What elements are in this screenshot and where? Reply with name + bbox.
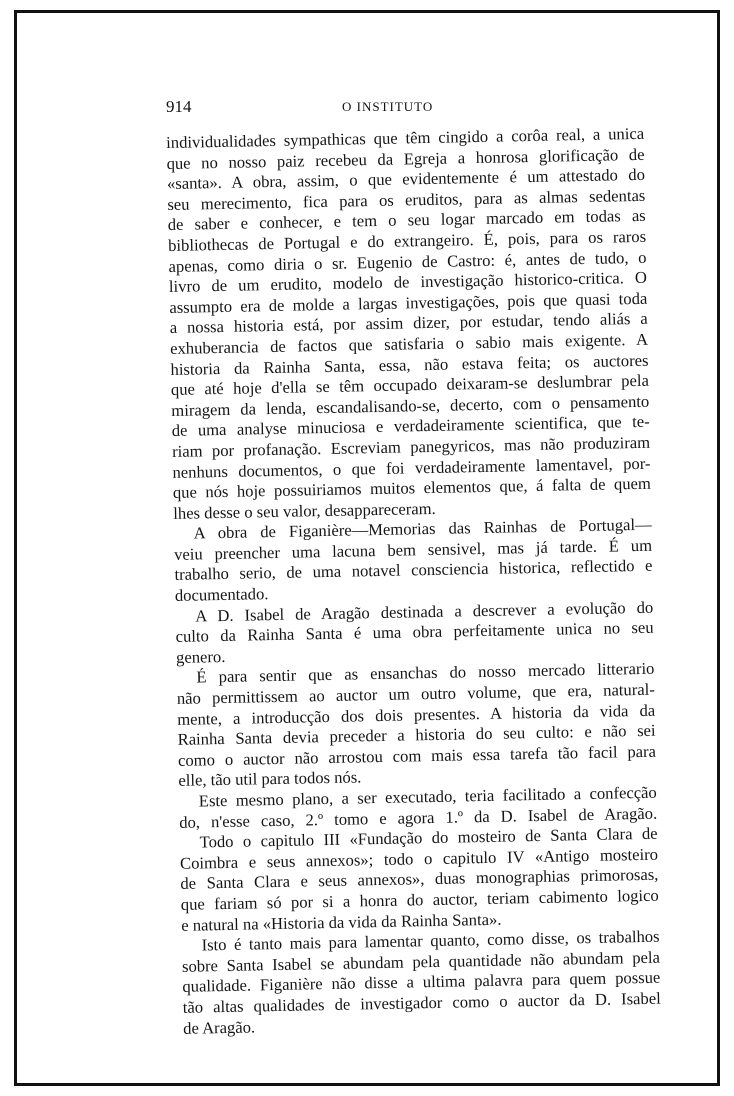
text-line: que fariam só por si a honra do auctor, teriam cabimento logico (180, 885, 659, 914)
text-line: sobre Santa Isabel se abundam pela quantidade não abundam pela (181, 947, 661, 976)
text-line: elle, tão util para todos nós. (178, 767, 362, 791)
text-line: documentado. (174, 584, 269, 605)
text-line: de saber e conhecer, e tem o seu logar marcado em todas as (167, 206, 646, 235)
text-line: que até hoje d'ella se têm occupado deixaram-se deslumbrar pela (170, 370, 650, 400)
text-line: Isto é tanto mais para lamentar quanto, como disse, os trabalhos (201, 926, 660, 955)
text-line: qualidade. Figanière não disse a ultima palavra para quem possue (182, 968, 661, 997)
text-line: «santa». A obra, assim, o que evidentemente é um attestado do (166, 165, 646, 194)
text-line: não permittissem ao auctor um outro volume, que era, natural- (176, 679, 655, 708)
text-line: A D. Isabel de Aragão destinada a descrever a evolução do (195, 597, 654, 626)
text-line: livro de um erudito, modelo de investigação historico-critica. O (168, 267, 648, 297)
text-line: miragem da lenda, escandalisando-se, decerto, com o pensamento (171, 391, 650, 420)
text-line: trabalho serio, de uma notavel consciencia historica, reflectido e (174, 556, 653, 585)
text-line: É para sentir que as ensanchas do nosso mercado litterario (196, 659, 655, 687)
text-line: culto da Rainha Santa é uma obra perfeitamente unica no seu (175, 617, 654, 647)
text-line: apenas, como diria o sr. Eugenio de Castro: é, antes de tudo, o (168, 247, 647, 276)
page-number: 914 (166, 97, 192, 116)
text-line: que no nosso paiz recebeu da Egreja a honrosa glorificação de (166, 144, 645, 173)
text-line: assumpto era de molde a largas investigações, pois que quasi toda (169, 288, 648, 317)
text-line: genero. (175, 646, 226, 667)
text-line: de Santa Clara e seus annexos», duas monographias primorosas, (180, 865, 659, 894)
text-line: seu merecimento, fica para os eruditos, para as almas sedentas (167, 185, 646, 214)
text-line: individualidades sympathicas que têm cingido a corôa real, a unica (166, 123, 645, 152)
text-line: bibliothecas de Portugal e do extrangeiro. É, pois, para os raros (167, 226, 647, 255)
text-line: do, n'esse caso, 2.º tomo e agora 1.º da D. Isabel de Aragão. (179, 803, 658, 832)
text-line: veiu preencher uma lacuna bem sensivel, mas já tarde. É um (173, 535, 653, 564)
text-line: Rainha Santa devia preceder a historia do seu culto: e não sei (177, 720, 656, 750)
text-line: riam por profanação. Escreviam panegyricos, mas não produziram (171, 432, 651, 461)
text-line: historia da Rainha Santa, essa, não estava feita; os auctores (170, 350, 649, 379)
text-line: nenhuns documentos, o que foi verdadeiramente lamentavel, por- (172, 453, 651, 482)
text-line: lhes desse o seu valor, desappareceram. (173, 498, 436, 523)
text-line: de Aragão. (182, 1016, 256, 1038)
text-line: como o auctor não arrostou com mais essa tarefa tão facil para (177, 741, 657, 770)
body-text (166, 124, 661, 1039)
text-line: exhuberancia de factos que satisfaria o sabio mais exigente. A (169, 329, 649, 358)
page-header (166, 97, 646, 121)
text-line: Todo o capitulo III «Fundação do mosteiro de Santa Clara de (199, 823, 658, 852)
text-line: tão altas qualidades de investigador como o auctor da D. Isabel (182, 988, 661, 1017)
text-line: de uma analyse minuciosa e verdadeiramente scientifica, que te- (171, 412, 650, 441)
text-line: mente, a introducção dos dois presentes. A historia da vida da (177, 700, 656, 729)
text-line: A obra de Figanière—Memorias das Rainhas de Portugal— (193, 515, 652, 543)
text-line: Este mesmo plano, a ser executado, teria facilitado a confecção (198, 782, 657, 811)
text-line: Coimbra e seus annexos»; todo o capitulo IV «Antigo mosteiro (179, 844, 659, 873)
text-line: e natural na «Historia da vida da Rainha Santa». (181, 909, 502, 935)
running-title: O INSTITUTO (342, 99, 434, 114)
text-line: a nossa historia está, por assim dizer, por estudar, tendo aliás a (169, 309, 648, 338)
text-line: que nós hoje possuiriamos muitos elementos que, á falta de quem (172, 473, 651, 503)
